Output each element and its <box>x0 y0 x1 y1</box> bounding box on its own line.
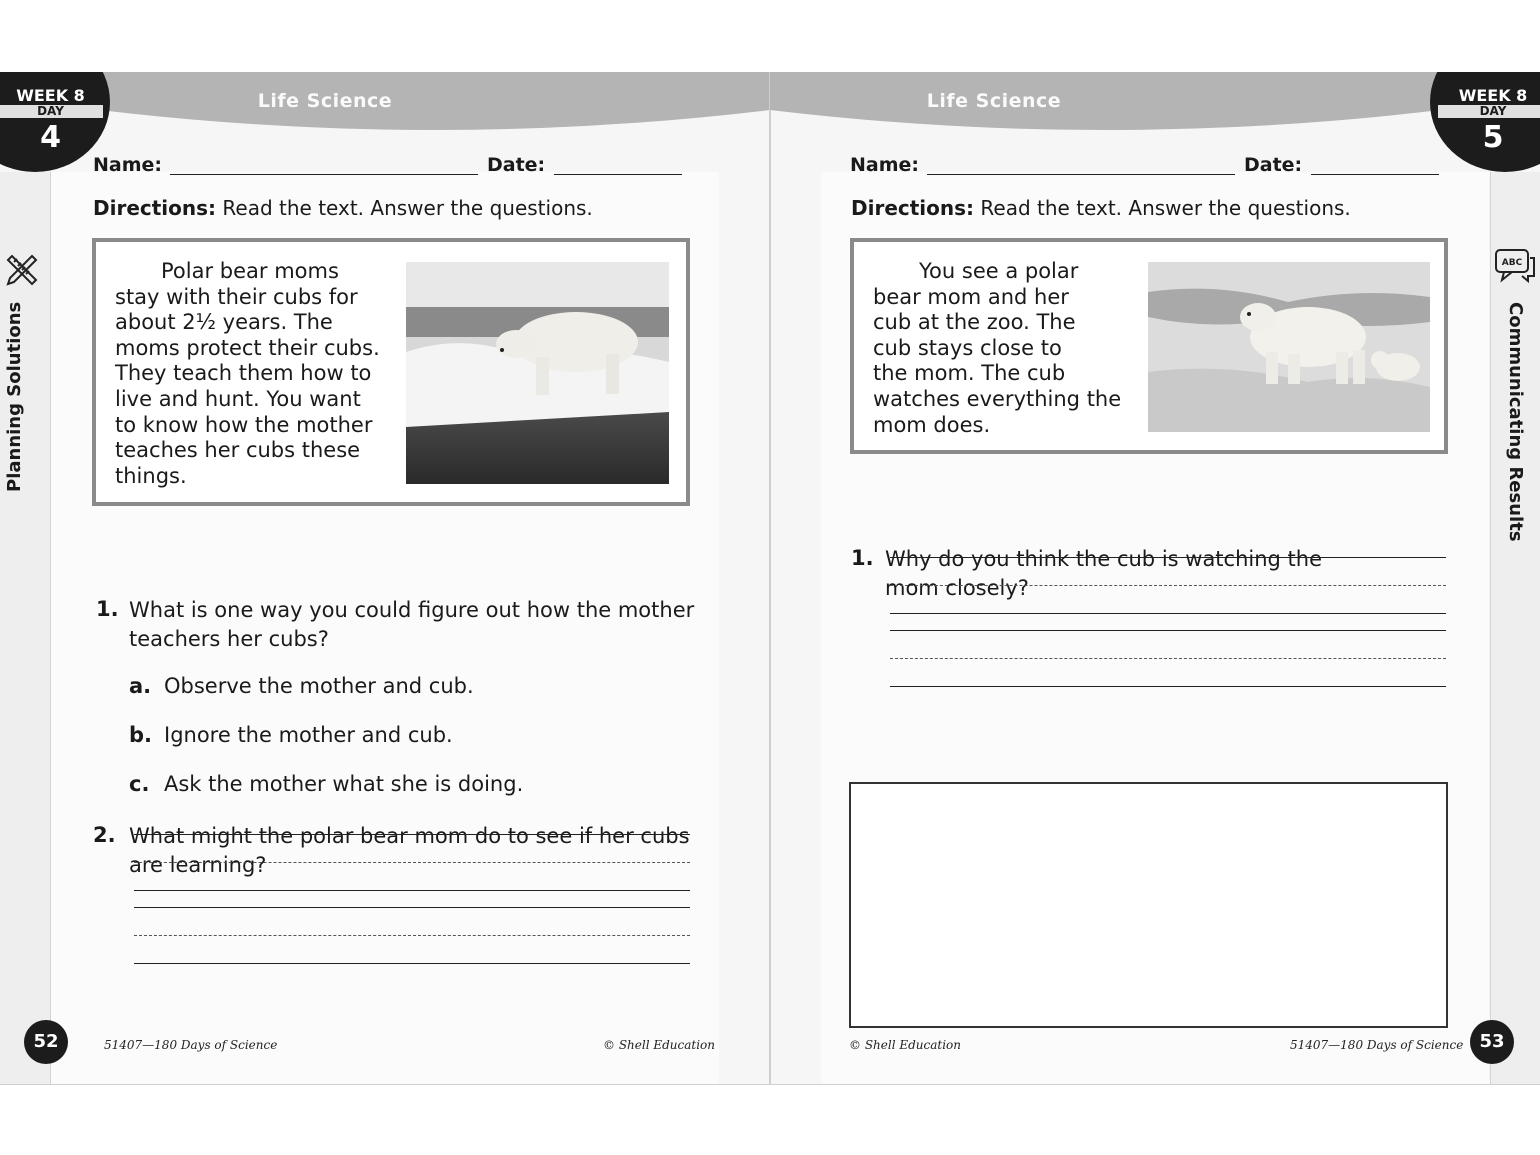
polar-bear-photo <box>406 262 669 484</box>
left-footer-copyright: © Shell Education <box>603 1038 716 1052</box>
writing-dashed-line <box>890 658 1446 659</box>
left-name-label: Name: <box>93 154 163 176</box>
speech-bubble-text: ABC <box>1501 258 1523 268</box>
passage-line: live and hunt. You want <box>115 386 361 411</box>
right-side-label: Communicating Results <box>1505 302 1526 542</box>
right-directions-text: Read the text. Answer the questions. <box>974 196 1351 220</box>
passage-line: moms protect their cubs. <box>115 335 380 360</box>
passage-line: about 2½ years. The <box>115 310 333 335</box>
drawing-area[interactable] <box>849 782 1448 1028</box>
right-footer-title: 51407—180 Days of Science <box>1290 1038 1464 1052</box>
right-footer-copyright: © Shell Education <box>849 1038 962 1052</box>
right-badge-day-number: 5 <box>1482 120 1504 155</box>
book-spread <box>0 72 1540 1085</box>
passage-line: cub at the zoo. The <box>873 310 1076 335</box>
left-page-number: 52 <box>24 1020 68 1064</box>
passage-line: mom does. <box>873 412 991 437</box>
writing-line <box>134 963 690 964</box>
right-subject-title: Life Science <box>926 90 1062 112</box>
right-q1-number: 1. <box>851 546 874 570</box>
left-date-label: Date: <box>487 154 546 176</box>
right-page-number: 53 <box>1470 1020 1514 1064</box>
left-q1-text <box>129 596 699 654</box>
right-header-band-text <box>770 72 1440 132</box>
option-b-text[interactable]: Ignore the mother and cub. <box>164 723 453 747</box>
left-q2-number: 2. <box>93 823 116 847</box>
passage-line: stay with their cubs for <box>115 284 358 309</box>
left-name-field[interactable] <box>170 174 478 175</box>
left-directions <box>93 196 593 220</box>
passage-line: to know how the mother <box>115 412 373 437</box>
left-side-label: Planning Solutions <box>4 301 25 492</box>
passage-line: teaches her cubs these <box>115 438 361 463</box>
left-q2-text <box>129 822 699 880</box>
writing-line <box>134 890 690 891</box>
option-b-letter[interactable]: b. <box>129 723 153 747</box>
left-passage-text <box>115 259 395 489</box>
option-a-text[interactable]: Observe the mother and cub. <box>164 674 474 698</box>
q-line: Why do you think the cub is watching the <box>885 547 1323 571</box>
left-badge-day-label: DAY <box>0 105 103 118</box>
passage-line: You see a polar <box>919 259 1079 283</box>
left-directions-label: Directions: <box>93 196 217 220</box>
q-line: What might the polar bear mom do to see if her cubs <box>129 824 690 848</box>
q-line: What is one way you could figure out how the mother <box>129 598 695 622</box>
passage-line: the mom. The cub <box>873 361 1066 386</box>
right-q1-text <box>885 545 1445 603</box>
passage-line: things. <box>115 463 187 488</box>
writing-line <box>134 907 690 908</box>
q-line: are learning? <box>129 853 267 877</box>
right-name-field[interactable] <box>927 174 1235 175</box>
left-badge-day-number: 4 <box>40 120 61 155</box>
writing-line <box>890 686 1446 687</box>
right-date-label: Date: <box>1244 154 1303 176</box>
writing-dashed-line <box>890 585 1446 586</box>
passage-line: They teach them how to <box>115 361 372 386</box>
passage-line: Polar bear moms <box>161 259 339 283</box>
q-line: mom closely? <box>885 576 1029 600</box>
right-directions-label: Directions: <box>851 196 975 220</box>
option-c-letter[interactable]: c. <box>129 772 150 796</box>
writing-line <box>890 613 1446 614</box>
option-c-text[interactable]: Ask the mother what she is doing. <box>164 772 524 796</box>
left-subject-title: Life Science <box>257 90 393 112</box>
passage-line: watches everything the <box>873 386 1122 411</box>
right-page <box>770 72 1540 1084</box>
left-directions-text: Read the text. Answer the questions. <box>216 196 593 220</box>
right-passage-text <box>873 259 1143 438</box>
left-header-band-text <box>100 72 770 132</box>
speech-bubble-abc-icon <box>1494 248 1536 284</box>
writing-dashed-line <box>134 935 690 936</box>
right-badge-week: WEEK 8 <box>1458 86 1528 105</box>
right-directions <box>851 196 1351 220</box>
passage-line: cub stays close to <box>873 335 1062 360</box>
left-page <box>0 72 770 1084</box>
left-footer-title: 51407—180 Days of Science <box>104 1038 278 1052</box>
writing-dashed-line <box>134 862 690 863</box>
polar-bear-cub-photo <box>1148 262 1430 432</box>
writing-line <box>890 557 1446 558</box>
left-date-field[interactable] <box>554 174 682 175</box>
right-day-badge <box>1430 72 1540 172</box>
right-date-field[interactable] <box>1311 174 1439 175</box>
pencil-ruler-icon <box>4 252 40 288</box>
left-badge-week: WEEK 8 <box>16 86 85 105</box>
right-badge-day-label: DAY <box>1438 105 1540 118</box>
option-a-letter[interactable]: a. <box>129 674 152 698</box>
writing-line <box>890 630 1446 631</box>
left-q1-number: 1. <box>96 597 119 621</box>
writing-line <box>134 834 690 835</box>
q-line: teachers her cubs? <box>129 627 329 651</box>
passage-line: bear mom and her <box>873 284 1069 309</box>
right-name-label: Name: <box>850 154 920 176</box>
